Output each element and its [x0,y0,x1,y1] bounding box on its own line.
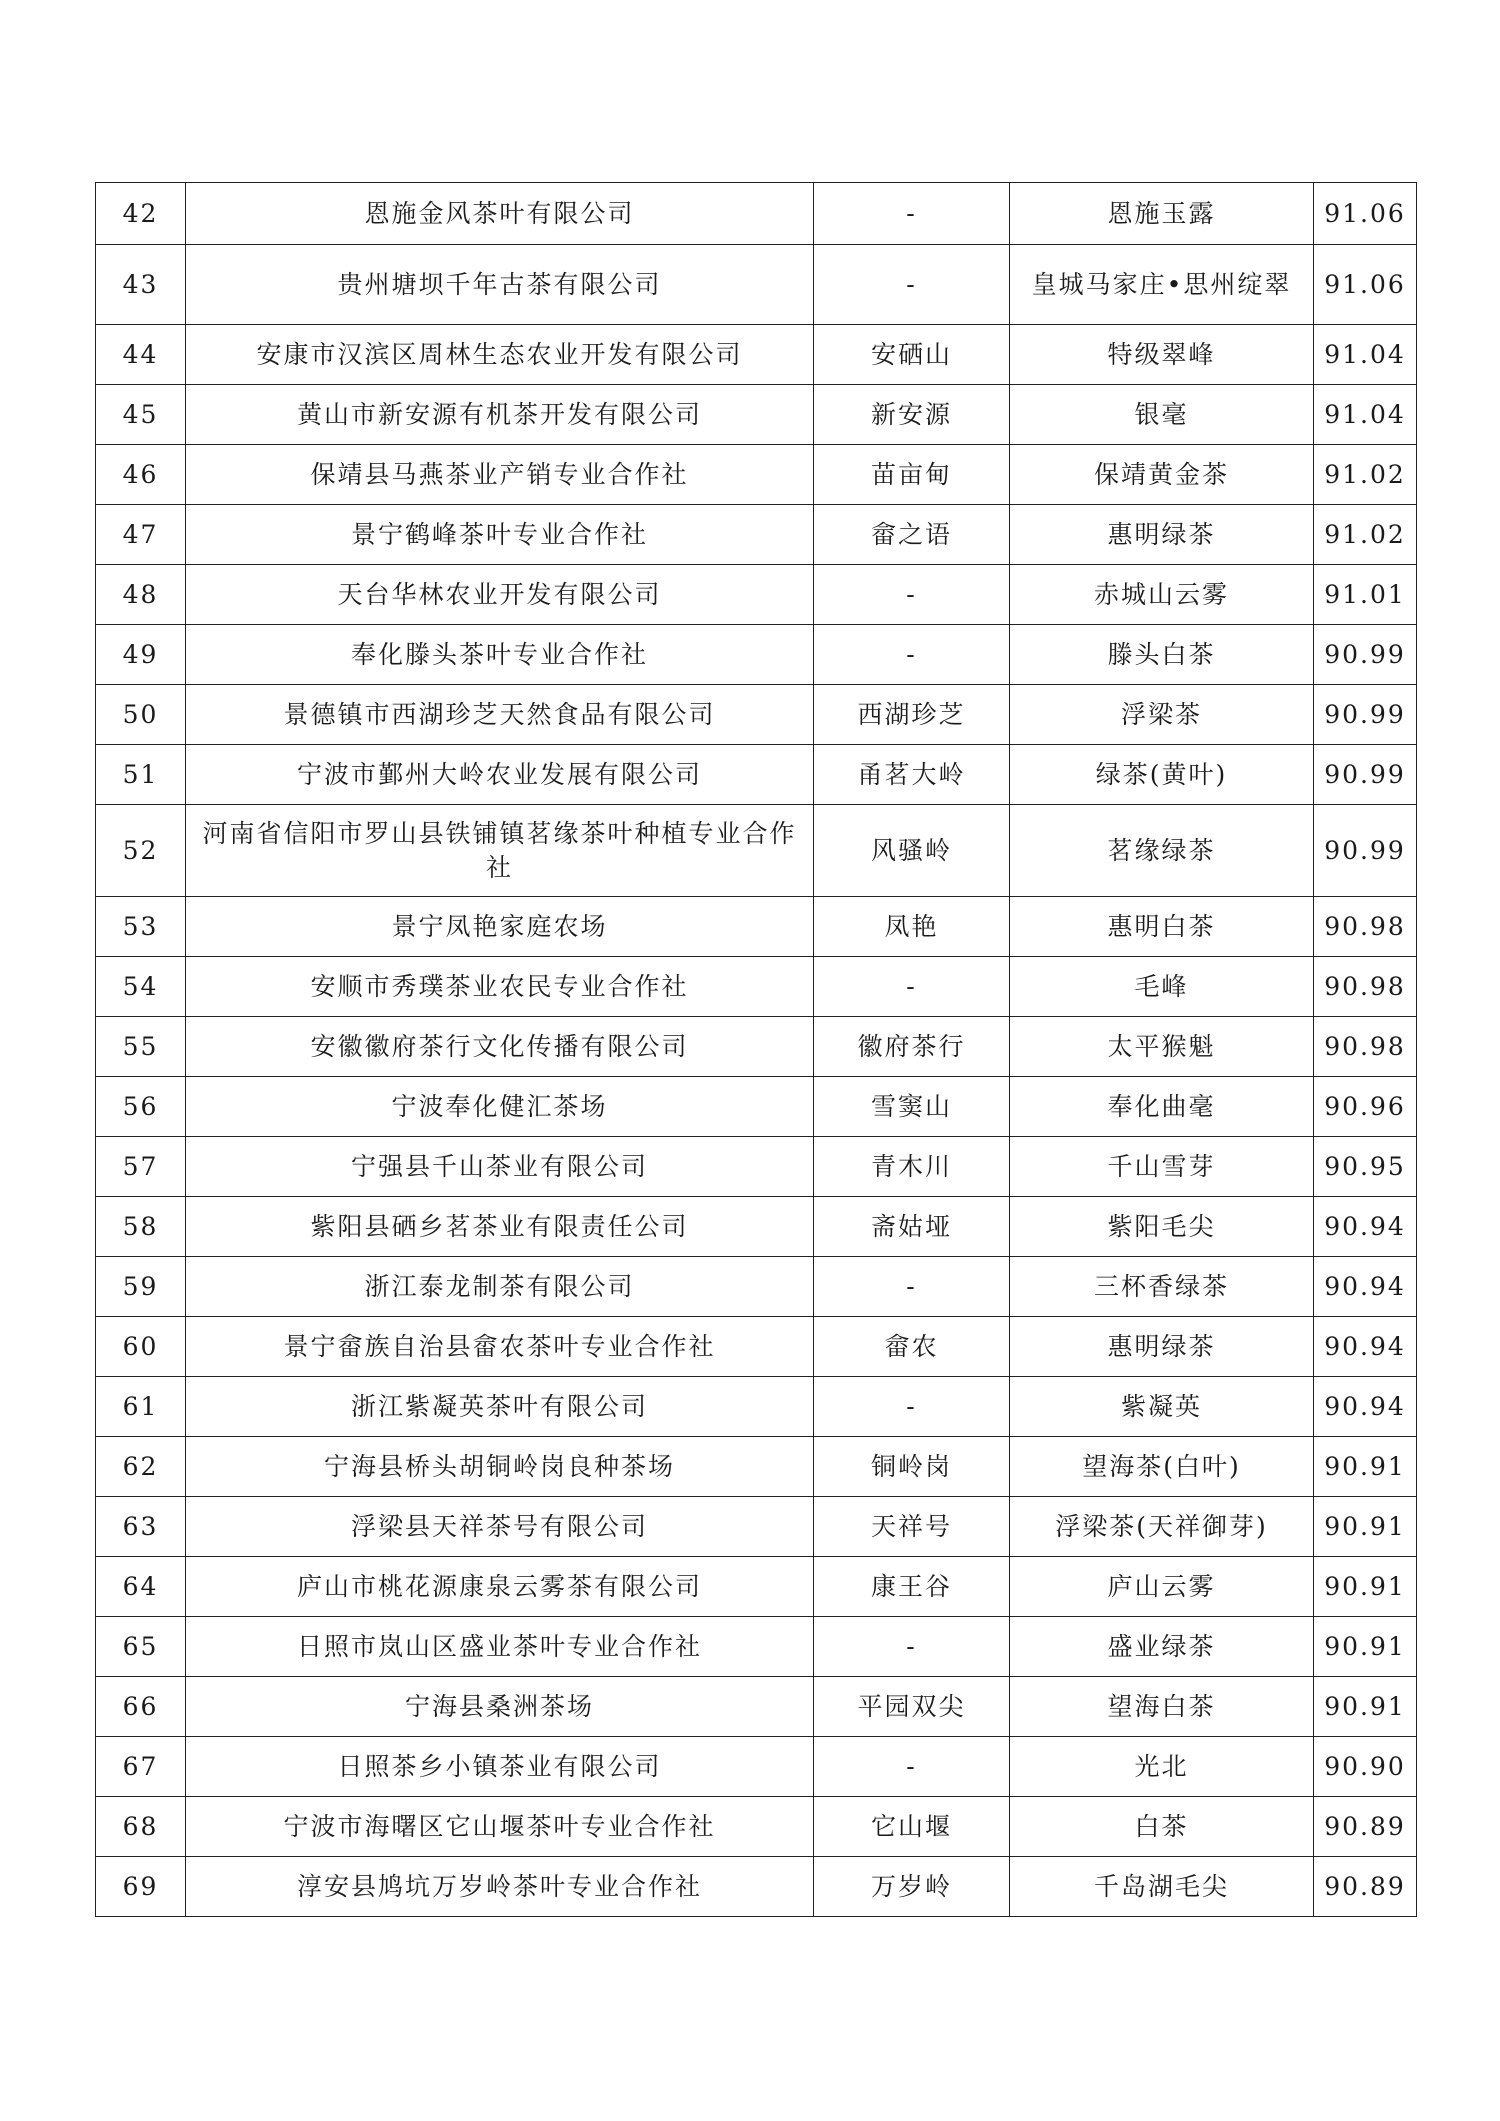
row-number-cell: 57 [96,1137,186,1197]
brand-cell: 平园双尖 [814,1677,1010,1737]
product-cell: 太平猴魁 [1010,1017,1314,1077]
score-cell: 90.98 [1314,957,1417,1017]
table-row [96,625,1417,685]
table-row [96,1257,1417,1317]
company-cell: 宁强县千山茶业有限公司 [186,1137,814,1197]
product-cell: 光北 [1010,1737,1314,1797]
company-cell: 浮梁县天祥茶号有限公司 [186,1497,814,1557]
brand-cell: 凤艳 [814,897,1010,957]
brand-cell: - [814,183,1010,245]
table-row [96,1437,1417,1497]
row-number-cell: 43 [96,245,186,325]
score-cell: 91.06 [1314,183,1417,245]
score-cell: 90.96 [1314,1077,1417,1137]
product-cell: 紫阳毛尖 [1010,1197,1314,1257]
company-cell: 贵州塘坝千年古茶有限公司 [186,245,814,325]
score-cell: 91.04 [1314,325,1417,385]
company-cell: 景宁畲族自治县畲农茶叶专业合作社 [186,1317,814,1377]
score-cell: 90.91 [1314,1497,1417,1557]
brand-cell: 甬茗大岭 [814,745,1010,805]
score-cell: 90.89 [1314,1797,1417,1857]
brand-cell: - [814,1257,1010,1317]
score-cell: 90.91 [1314,1677,1417,1737]
score-cell: 90.98 [1314,897,1417,957]
product-cell: 银毫 [1010,385,1314,445]
company-cell: 日照茶乡小镇茶业有限公司 [186,1737,814,1797]
row-number-cell: 64 [96,1557,186,1617]
row-number-cell: 59 [96,1257,186,1317]
table-row [96,385,1417,445]
company-cell: 宁波奉化健汇茶场 [186,1077,814,1137]
table-row [96,1857,1417,1917]
brand-cell: - [814,1617,1010,1677]
score-cell: 90.91 [1314,1437,1417,1497]
brand-cell: 畲农 [814,1317,1010,1377]
score-cell: 90.99 [1314,805,1417,897]
brand-cell: - [814,957,1010,1017]
results-table-body [96,183,1417,1917]
row-number-cell: 49 [96,625,186,685]
brand-cell: 安硒山 [814,325,1010,385]
product-cell: 千岛湖毛尖 [1010,1857,1314,1917]
row-number-cell: 56 [96,1077,186,1137]
product-cell: 惠明绿茶 [1010,1317,1314,1377]
table-row [96,745,1417,805]
table-row [96,957,1417,1017]
company-cell: 宁波市鄞州大岭农业发展有限公司 [186,745,814,805]
row-number-cell: 66 [96,1677,186,1737]
company-cell: 景宁鹤峰茶叶专业合作社 [186,505,814,565]
brand-cell: - [814,1737,1010,1797]
company-cell: 紫阳县硒乡茗茶业有限责任公司 [186,1197,814,1257]
product-cell: 庐山云雾 [1010,1557,1314,1617]
product-cell: 望海白茶 [1010,1677,1314,1737]
table-row [96,685,1417,745]
brand-cell: 西湖珍芝 [814,685,1010,745]
row-number-cell: 60 [96,1317,186,1377]
brand-cell: 风骚岭 [814,805,1010,897]
company-cell: 河南省信阳市罗山县铁铺镇茗缘茶叶种植专业合作社 [186,805,814,897]
brand-cell: 斋姑垭 [814,1197,1010,1257]
brand-cell: 天祥号 [814,1497,1010,1557]
product-cell: 恩施玉露 [1010,183,1314,245]
brand-cell: 康王谷 [814,1557,1010,1617]
table-row [96,565,1417,625]
company-cell: 淳安县鸠坑万岁岭茶叶专业合作社 [186,1857,814,1917]
row-number-cell: 46 [96,445,186,505]
table-row [96,1317,1417,1377]
score-cell: 90.94 [1314,1317,1417,1377]
product-cell: 紫凝英 [1010,1377,1314,1437]
product-cell: 望海茶(白叶) [1010,1437,1314,1497]
row-number-cell: 58 [96,1197,186,1257]
company-cell: 浙江紫凝英茶叶有限公司 [186,1377,814,1437]
row-number-cell: 69 [96,1857,186,1917]
product-cell: 保靖黄金茶 [1010,445,1314,505]
score-cell: 90.89 [1314,1857,1417,1917]
row-number-cell: 44 [96,325,186,385]
brand-cell: - [814,565,1010,625]
company-cell: 奉化滕头茶叶专业合作社 [186,625,814,685]
score-cell: 90.91 [1314,1557,1417,1617]
row-number-cell: 61 [96,1377,186,1437]
brand-cell: - [814,625,1010,685]
row-number-cell: 62 [96,1437,186,1497]
product-cell: 惠明白茶 [1010,897,1314,957]
table-row [96,1497,1417,1557]
table-row [96,1797,1417,1857]
score-cell: 91.04 [1314,385,1417,445]
product-cell: 惠明绿茶 [1010,505,1314,565]
results-table [95,182,1417,1917]
table-row [96,505,1417,565]
score-cell: 90.94 [1314,1377,1417,1437]
product-cell: 白茶 [1010,1797,1314,1857]
brand-cell: - [814,245,1010,325]
company-cell: 安顺市秀璞茶业农民专业合作社 [186,957,814,1017]
row-number-cell: 45 [96,385,186,445]
table-row [96,183,1417,245]
company-cell: 宁波市海曙区它山堰茶叶专业合作社 [186,1797,814,1857]
company-cell: 日照市岚山区盛业茶叶专业合作社 [186,1617,814,1677]
score-cell: 90.99 [1314,685,1417,745]
score-cell: 91.02 [1314,505,1417,565]
table-row [96,1557,1417,1617]
score-cell: 91.01 [1314,565,1417,625]
product-cell: 赤城山云雾 [1010,565,1314,625]
row-number-cell: 42 [96,183,186,245]
table-row [96,1197,1417,1257]
company-cell: 宁海县桥头胡铜岭岗良种茶场 [186,1437,814,1497]
brand-cell: 它山堰 [814,1797,1010,1857]
product-cell: 滕头白茶 [1010,625,1314,685]
brand-cell: 雪窦山 [814,1077,1010,1137]
table-row [96,1617,1417,1677]
row-number-cell: 53 [96,897,186,957]
row-number-cell: 63 [96,1497,186,1557]
brand-cell: 畲之语 [814,505,1010,565]
table-row [96,245,1417,325]
table-row [96,805,1417,897]
table-row [96,1077,1417,1137]
product-cell: 浮梁茶(天祥御芽) [1010,1497,1314,1557]
row-number-cell: 55 [96,1017,186,1077]
company-cell: 黄山市新安源有机茶开发有限公司 [186,385,814,445]
company-cell: 浙江泰龙制茶有限公司 [186,1257,814,1317]
company-cell: 天台华林农业开发有限公司 [186,565,814,625]
row-number-cell: 47 [96,505,186,565]
brand-cell: 青木川 [814,1137,1010,1197]
company-cell: 宁海县桑洲茶场 [186,1677,814,1737]
product-cell: 浮梁茶 [1010,685,1314,745]
product-cell: 皇城马家庄•思州绽翠 [1010,245,1314,325]
product-cell: 毛峰 [1010,957,1314,1017]
table-row [96,1137,1417,1197]
table-row [96,1017,1417,1077]
brand-cell: 苗亩甸 [814,445,1010,505]
row-number-cell: 48 [96,565,186,625]
table-row [96,1737,1417,1797]
row-number-cell: 50 [96,685,186,745]
score-cell: 90.95 [1314,1137,1417,1197]
company-cell: 安康市汉滨区周林生态农业开发有限公司 [186,325,814,385]
brand-cell: 铜岭岗 [814,1437,1010,1497]
row-number-cell: 67 [96,1737,186,1797]
product-cell: 绿茶(黄叶) [1010,745,1314,805]
score-cell: 90.98 [1314,1017,1417,1077]
score-cell: 90.99 [1314,625,1417,685]
row-number-cell: 65 [96,1617,186,1677]
table-row [96,897,1417,957]
score-cell: 90.91 [1314,1617,1417,1677]
score-cell: 91.06 [1314,245,1417,325]
brand-cell: - [814,1377,1010,1437]
product-cell: 特级翠峰 [1010,325,1314,385]
company-cell: 庐山市桃花源康泉云雾茶有限公司 [186,1557,814,1617]
score-cell: 91.02 [1314,445,1417,505]
row-number-cell: 68 [96,1797,186,1857]
company-cell: 景宁凤艳家庭农场 [186,897,814,957]
row-number-cell: 54 [96,957,186,1017]
score-cell: 90.90 [1314,1737,1417,1797]
company-cell: 景德镇市西湖珍芝天然食品有限公司 [186,685,814,745]
product-cell: 奉化曲毫 [1010,1077,1314,1137]
row-number-cell: 51 [96,745,186,805]
table-row [96,445,1417,505]
company-cell: 保靖县马燕茶业产销专业合作社 [186,445,814,505]
brand-cell: 新安源 [814,385,1010,445]
company-cell: 恩施金风茶叶有限公司 [186,183,814,245]
table-row [96,1677,1417,1737]
score-cell: 90.99 [1314,745,1417,805]
product-cell: 千山雪芽 [1010,1137,1314,1197]
brand-cell: 万岁岭 [814,1857,1010,1917]
table-row [96,325,1417,385]
company-cell: 安徽徽府茶行文化传播有限公司 [186,1017,814,1077]
product-cell: 三杯香绿茶 [1010,1257,1314,1317]
product-cell: 茗缘绿茶 [1010,805,1314,897]
row-number-cell: 52 [96,805,186,897]
product-cell: 盛业绿茶 [1010,1617,1314,1677]
score-cell: 90.94 [1314,1197,1417,1257]
table-row [96,1377,1417,1437]
brand-cell: 徽府茶行 [814,1017,1010,1077]
score-cell: 90.94 [1314,1257,1417,1317]
